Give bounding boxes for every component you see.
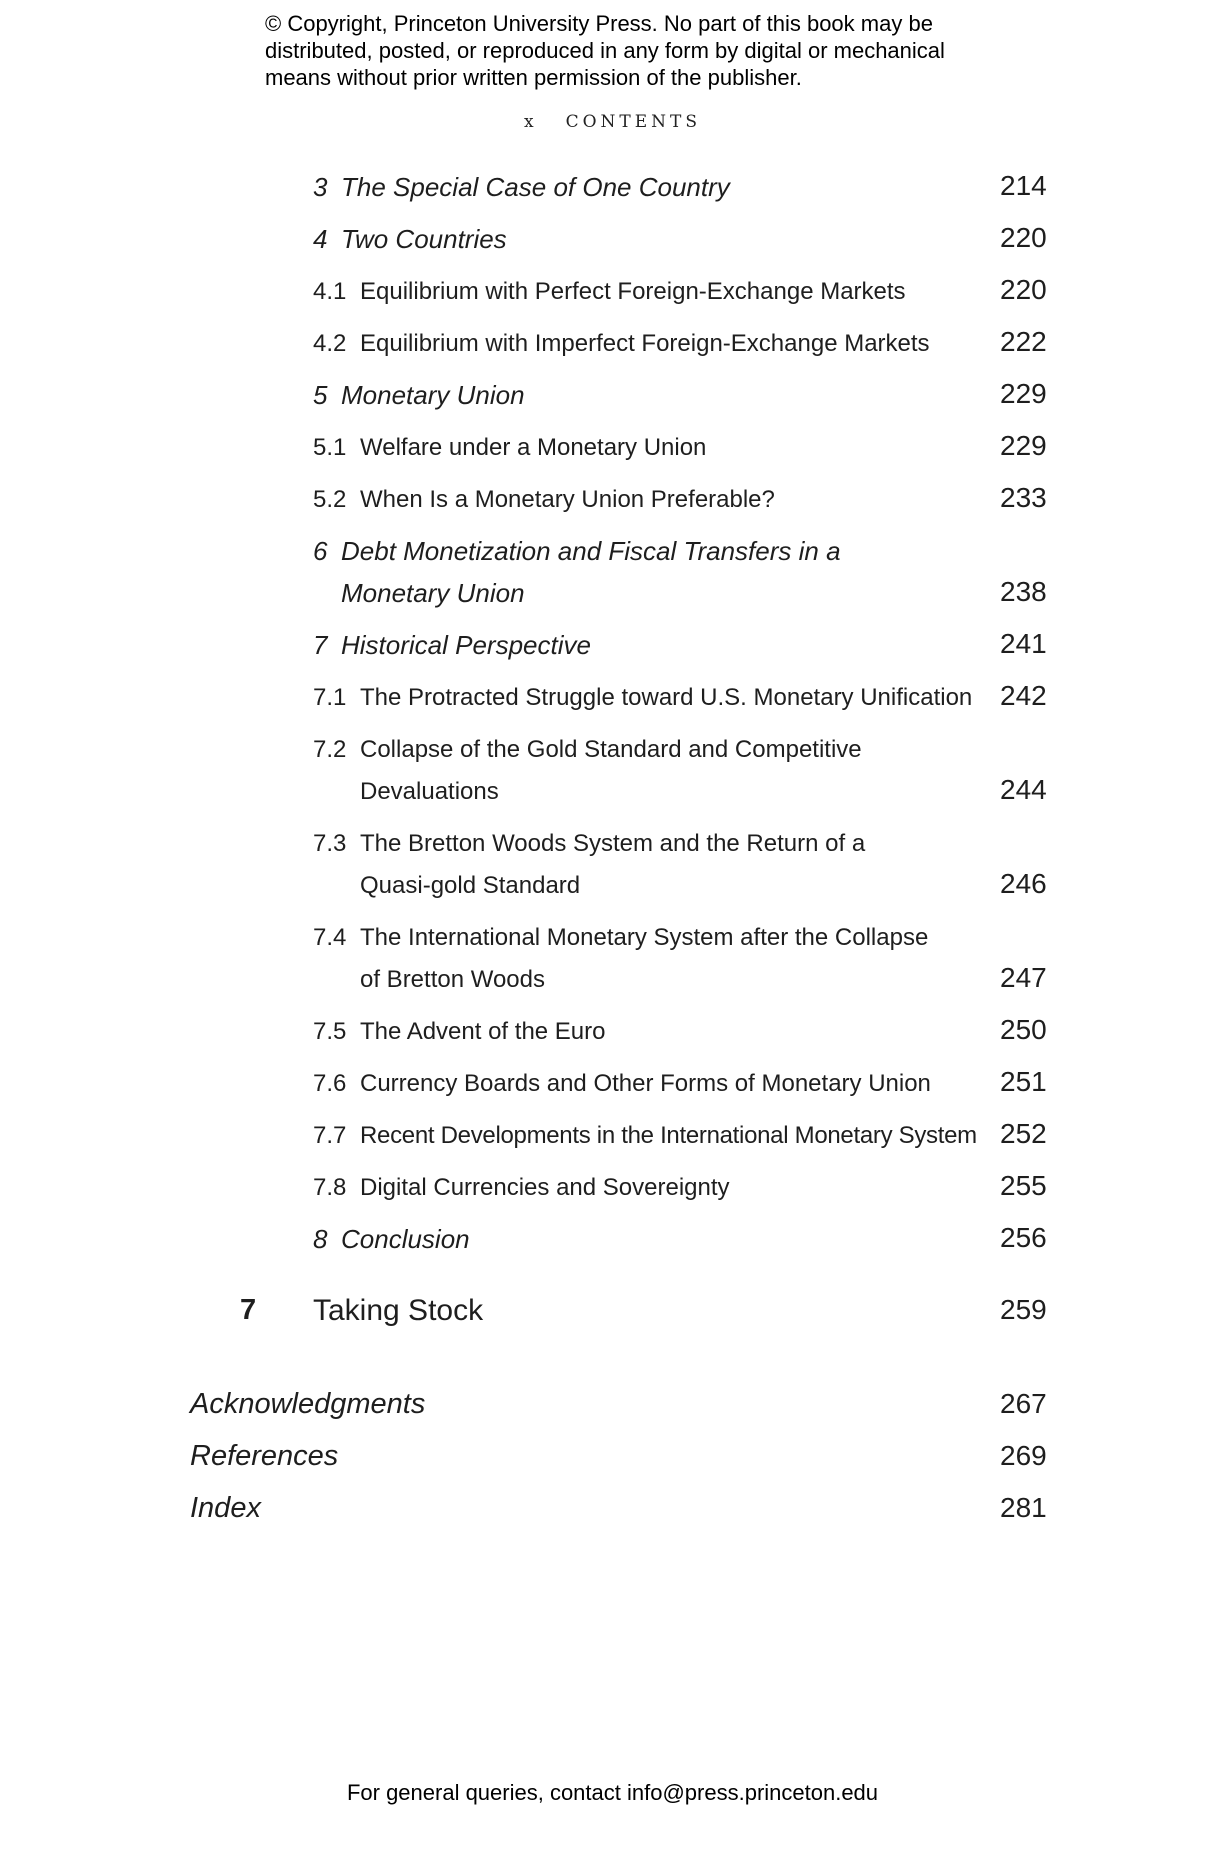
entry-title: Equilibrium with Imperfect Foreign-Exchange Markets bbox=[360, 330, 930, 357]
entry-title: The Special Case of One Country bbox=[341, 172, 730, 202]
page-ref: 214 bbox=[1000, 170, 1047, 201]
page-ref: 247 bbox=[1000, 962, 1047, 993]
chapter-number: 7 bbox=[240, 1294, 257, 1326]
page-ref: 222 bbox=[1000, 326, 1047, 357]
entry-title-line-1: The International Monetary System after the Collapse bbox=[360, 924, 929, 951]
page-ref: 246 bbox=[1000, 868, 1047, 899]
entry-title-line-2: Monetary Union bbox=[341, 578, 525, 608]
entry-number: 7 bbox=[313, 630, 328, 660]
entry-title-line-1: Debt Monetization and Fiscal Transfers in a bbox=[341, 536, 841, 566]
entry-title: Equilibrium with Perfect Foreign-Exchange Markets bbox=[360, 278, 906, 305]
entry-title-line-2: Quasi-gold Standard bbox=[360, 872, 581, 899]
page-ref: 269 bbox=[1000, 1440, 1047, 1471]
entry-title: Two Countries bbox=[341, 224, 507, 254]
entry-number: 7.1 bbox=[313, 684, 347, 711]
entry-number: 4.2 bbox=[313, 330, 347, 357]
entry-title: Index bbox=[190, 1492, 261, 1524]
page-ref: 251 bbox=[1000, 1066, 1047, 1097]
entry-title: Conclusion bbox=[341, 1224, 470, 1254]
entry-number: 7.5 bbox=[313, 1018, 347, 1045]
page-ref: 220 bbox=[1000, 222, 1047, 253]
entry-title: Acknowledgments bbox=[190, 1388, 426, 1420]
page-ref: 233 bbox=[1000, 482, 1047, 513]
entry-title: When Is a Monetary Union Preferable? bbox=[360, 486, 775, 513]
running-title: CONTENTS bbox=[565, 112, 702, 132]
page-ref: 242 bbox=[1000, 680, 1047, 711]
entry-number: 7.4 bbox=[313, 924, 347, 951]
page-ref: 241 bbox=[1000, 628, 1047, 659]
page-ref: 255 bbox=[1000, 1170, 1047, 1201]
entry-number: 7.6 bbox=[313, 1070, 347, 1097]
entry-title: Welfare under a Monetary Union bbox=[360, 434, 707, 461]
entry-number: 6 bbox=[313, 536, 328, 566]
entry-title-line-2: Devaluations bbox=[360, 778, 499, 805]
entry-title: Digital Currencies and Sovereignty bbox=[360, 1174, 730, 1201]
entry-title-line-1: The Bretton Woods System and the Return of a bbox=[360, 830, 866, 857]
entry-title-line-1: Collapse of the Gold Standard and Competitive bbox=[360, 736, 862, 763]
running-head bbox=[0, 112, 1225, 132]
entry-title: Historical Perspective bbox=[341, 630, 591, 660]
entry-number: 5.1 bbox=[313, 434, 347, 461]
entry-title: References bbox=[190, 1440, 339, 1472]
page-ref: 229 bbox=[1000, 378, 1047, 409]
entry-title: The Protracted Struggle toward U.S. Monetary Unification bbox=[360, 684, 973, 711]
footer-contact: For general queries, contact info@press.princeton.edu bbox=[346, 1780, 879, 1805]
entry-title: Monetary Union bbox=[341, 380, 525, 410]
page-number: x bbox=[523, 112, 538, 132]
page-ref: 256 bbox=[1000, 1222, 1047, 1253]
page-ref: 252 bbox=[1000, 1118, 1047, 1149]
entry-number: 7.7 bbox=[313, 1122, 347, 1149]
page-ref: 250 bbox=[1000, 1014, 1047, 1045]
entry-number: 7.2 bbox=[313, 736, 347, 763]
entry-title: The Advent of the Euro bbox=[360, 1018, 606, 1045]
entry-number: 7.8 bbox=[313, 1174, 347, 1201]
entry-title: Recent Developments in the International Monetary System bbox=[360, 1122, 977, 1149]
page-ref: 267 bbox=[1000, 1388, 1047, 1419]
entry-number: 4 bbox=[313, 224, 328, 254]
page-ref: 229 bbox=[1000, 430, 1047, 461]
entry-title: Currency Boards and Other Forms of Monetary Union bbox=[360, 1070, 931, 1097]
entry-number: 7.3 bbox=[313, 830, 347, 857]
entry-title-line-2: of Bretton Woods bbox=[360, 966, 545, 993]
page-ref: 220 bbox=[1000, 274, 1047, 305]
page-ref: 238 bbox=[1000, 576, 1047, 607]
entry-number: 5 bbox=[313, 380, 328, 410]
entry-number: 5.2 bbox=[313, 486, 347, 513]
entry-number: 4.1 bbox=[313, 278, 347, 305]
entry-number: 8 bbox=[313, 1224, 328, 1254]
entry-number: 3 bbox=[313, 172, 328, 202]
page-ref: 244 bbox=[1000, 774, 1047, 805]
page-ref: 281 bbox=[1000, 1492, 1047, 1523]
copyright-notice: © Copyright, Princeton University Press. No part of this book may be distributed, posted, or reproduced in any form by digital or mechanical means without prior written permission of the publisher. bbox=[265, 11, 945, 90]
page-ref: 259 bbox=[1000, 1294, 1047, 1325]
chapter-title: Taking Stock bbox=[313, 1294, 484, 1327]
